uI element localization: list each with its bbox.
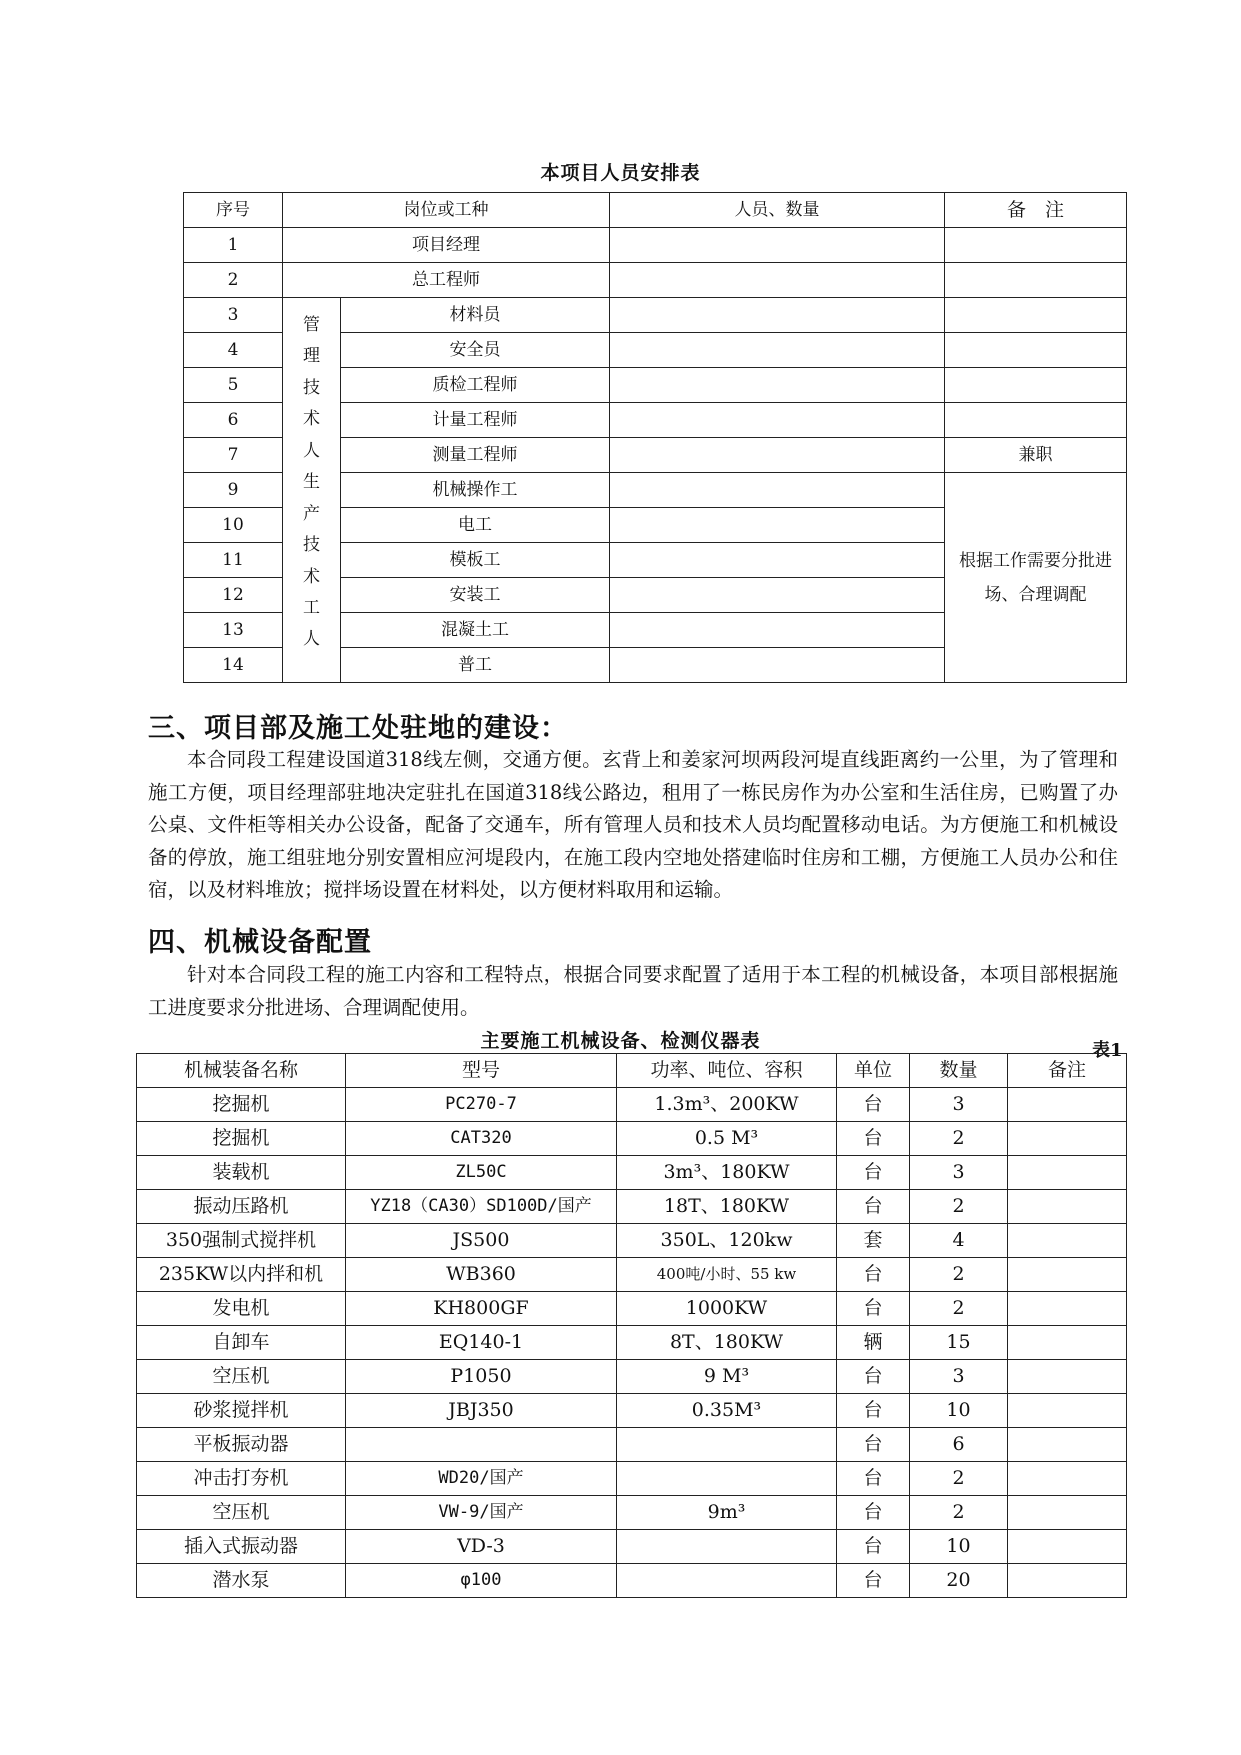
equipment-spec: 1.3m³、200KW — [617, 1088, 837, 1122]
equipment-spec — [617, 1530, 837, 1564]
equipment-model: WB360 — [346, 1258, 617, 1292]
group-production-label: 生 产 技 术 工 人 — [303, 472, 320, 650]
equipment-qty: 4 — [910, 1224, 1008, 1258]
equipment-name: 插入式振动器 — [137, 1530, 346, 1564]
equipment-name: 振动压路机 — [137, 1190, 346, 1224]
staff-count — [610, 228, 945, 263]
table-row — [184, 263, 1127, 298]
staff-role: 计量工程师 — [341, 403, 610, 438]
staff-note — [945, 228, 1127, 263]
equipment-spec — [617, 1428, 837, 1462]
equipment-name: 冲击打夯机 — [137, 1462, 346, 1496]
staff-note: 兼职 — [945, 438, 1127, 473]
equipment-qty: 2 — [910, 1190, 1008, 1224]
equipment-qty: 2 — [910, 1292, 1008, 1326]
equipment-note — [1008, 1122, 1127, 1156]
equipment-qty: 10 — [910, 1530, 1008, 1564]
table-row — [137, 1326, 1127, 1360]
equipment-name: 潜水泵 — [137, 1564, 346, 1598]
table-row — [137, 1190, 1127, 1224]
equipment-name: 平板振动器 — [137, 1428, 346, 1462]
equipment-unit: 台 — [837, 1496, 910, 1530]
table-row — [137, 1156, 1127, 1190]
staff-no: 12 — [184, 578, 283, 613]
table-row — [137, 1496, 1127, 1530]
staff-merged-note: 根据工作需要分批进场、合理调配 — [945, 473, 1127, 683]
staff-role: 测量工程师 — [341, 438, 610, 473]
equipment-spec: 1000KW — [617, 1292, 837, 1326]
equipment-model: KH800GF — [346, 1292, 617, 1326]
equipment-header: 功率、吨位、容积 — [617, 1054, 837, 1088]
equipment-name: 装载机 — [137, 1156, 346, 1190]
equipment-unit: 台 — [837, 1156, 910, 1190]
table-row — [137, 1394, 1127, 1428]
equipment-note — [1008, 1496, 1127, 1530]
equipment-header: 机械装备名称 — [137, 1054, 346, 1088]
staff-role: 机械操作工 — [341, 473, 610, 508]
staff-count — [610, 298, 945, 333]
equipment-model: VD-3 — [346, 1530, 617, 1564]
table-row — [137, 1360, 1127, 1394]
equipment-qty: 20 — [910, 1564, 1008, 1598]
staff-no: 10 — [184, 508, 283, 543]
equipment-note — [1008, 1088, 1127, 1122]
equipment-note — [1008, 1258, 1127, 1292]
equipment-unit: 台 — [837, 1564, 910, 1598]
equipment-model: JS500 — [346, 1224, 617, 1258]
table-row — [137, 1224, 1127, 1258]
equipment-note — [1008, 1360, 1127, 1394]
equipment-unit: 套 — [837, 1224, 910, 1258]
staff-no: 14 — [184, 648, 283, 683]
staff-header: 岗位或工种 — [283, 193, 610, 228]
equipment-model: WD20/国产 — [346, 1462, 617, 1496]
staff-count — [610, 613, 945, 648]
equipment-qty: 2 — [910, 1496, 1008, 1530]
equipment-name: 挖掘机 — [137, 1088, 346, 1122]
staff-role: 总工程师 — [283, 263, 610, 298]
equipment-unit: 台 — [837, 1530, 910, 1564]
staff-header: 序号 — [184, 193, 283, 228]
staff-role: 模板工 — [341, 543, 610, 578]
staff-role: 电工 — [341, 508, 610, 543]
equipment-note — [1008, 1326, 1127, 1360]
equipment-unit: 辆 — [837, 1326, 910, 1360]
staff-header: 人员、数量 — [610, 193, 945, 228]
staff-no: 2 — [184, 263, 283, 298]
table-row — [137, 1462, 1127, 1496]
equipment-model: CAT320 — [346, 1122, 617, 1156]
equipment-model: P1050 — [346, 1360, 617, 1394]
equipment-table — [136, 1053, 1127, 1598]
equipment-name: 350强制式搅拌机 — [137, 1224, 346, 1258]
equipment-table-title: 主要施工机械设备、检测仪器表 — [480, 1030, 761, 1052]
equipment-spec: 18T、180KW — [617, 1190, 837, 1224]
equipment-spec: 9m³ — [617, 1496, 837, 1530]
equipment-header: 型号 — [346, 1054, 617, 1088]
staff-count — [610, 438, 945, 473]
table-row — [137, 1122, 1127, 1156]
staff-count — [610, 368, 945, 403]
staff-no: 11 — [184, 543, 283, 578]
table-row — [137, 1292, 1127, 1326]
equipment-spec: 0.35M³ — [617, 1394, 837, 1428]
equipment-model: JBJ350 — [346, 1394, 617, 1428]
staff-note — [945, 333, 1127, 368]
equipment-model: VW-9/国产 — [346, 1496, 617, 1530]
equipment-note — [1008, 1462, 1127, 1496]
equipment-model: PC270-7 — [346, 1088, 617, 1122]
equipment-header: 数量 — [910, 1054, 1008, 1088]
equipment-spec: 350L、120kw — [617, 1224, 837, 1258]
equipment-name: 空压机 — [137, 1360, 346, 1394]
staff-count — [610, 578, 945, 613]
equipment-qty: 15 — [910, 1326, 1008, 1360]
equipment-spec: 8T、180KW — [617, 1326, 837, 1360]
staff-no: 7 — [184, 438, 283, 473]
staff-header: 备 注 — [945, 193, 1127, 228]
equipment-qty: 3 — [910, 1360, 1008, 1394]
equipment-unit: 台 — [837, 1190, 910, 1224]
staff-count — [610, 263, 945, 298]
section4-paragraph: 针对本合同段工程的施工内容和工程特点，根据合同要求配置了适用于本工程的机械设备，本项目部根据施工进度要求分批进场、合理调配使用。 — [148, 963, 1118, 1019]
staff-table — [183, 192, 1127, 683]
staff-no: 6 — [184, 403, 283, 438]
equipment-header: 备注 — [1008, 1054, 1127, 1088]
staff-no: 13 — [184, 613, 283, 648]
equipment-qty: 2 — [910, 1258, 1008, 1292]
group-management-label: 管 理 技 术 人 — [303, 315, 320, 461]
equipment-spec: 9 M³ — [617, 1360, 837, 1394]
staff-count — [610, 543, 945, 578]
equipment-unit: 台 — [837, 1394, 910, 1428]
equipment-note — [1008, 1530, 1127, 1564]
staff-no: 1 — [184, 228, 283, 263]
equipment-header: 单位 — [837, 1054, 910, 1088]
staff-no: 3 — [184, 298, 283, 333]
table-row — [137, 1530, 1127, 1564]
table-row — [184, 228, 1127, 263]
staff-table-title: 本项目人员安排表 — [540, 162, 701, 184]
equipment-name: 空压机 — [137, 1496, 346, 1530]
staff-count — [610, 333, 945, 368]
equipment-name: 发电机 — [137, 1292, 346, 1326]
staff-no: 4 — [184, 333, 283, 368]
equipment-spec — [617, 1564, 837, 1598]
equipment-spec: 400吨/小时、55 kw — [617, 1258, 837, 1292]
staff-count — [610, 473, 945, 508]
equipment-note — [1008, 1190, 1127, 1224]
equipment-unit: 台 — [837, 1360, 910, 1394]
table-row — [137, 1428, 1127, 1462]
staff-note — [945, 403, 1127, 438]
staff-note — [945, 263, 1127, 298]
staff-count — [610, 648, 945, 683]
equipment-note — [1008, 1292, 1127, 1326]
equipment-unit: 台 — [837, 1088, 910, 1122]
equipment-model: φ100 — [346, 1564, 617, 1598]
equipment-name: 自卸车 — [137, 1326, 346, 1360]
equipment-note — [1008, 1156, 1127, 1190]
section3-heading: 三、项目部及施工处驻地的建设： — [148, 713, 568, 744]
equipment-name: 砂浆搅拌机 — [137, 1394, 346, 1428]
equipment-model: EQ140-1 — [346, 1326, 617, 1360]
equipment-spec: 0.5 M³ — [617, 1122, 837, 1156]
equipment-note — [1008, 1224, 1127, 1258]
equipment-qty: 2 — [910, 1122, 1008, 1156]
equipment-note — [1008, 1394, 1127, 1428]
equipment-qty: 2 — [910, 1462, 1008, 1496]
equipment-table-number: 表1 — [1092, 1040, 1123, 1061]
staff-count — [610, 508, 945, 543]
equipment-header-row — [137, 1054, 1127, 1088]
equipment-unit: 台 — [837, 1462, 910, 1496]
staff-header-row — [184, 193, 1127, 228]
equipment-note — [1008, 1564, 1127, 1598]
equipment-spec — [617, 1462, 837, 1496]
equipment-model: ZL50C — [346, 1156, 617, 1190]
equipment-spec: 3m³、180KW — [617, 1156, 837, 1190]
equipment-unit: 台 — [837, 1292, 910, 1326]
section3-paragraph: 本合同段工程建设国道318线左侧，交通方便。玄背上和姜家河坝两段河堤直线距离约一公里，为了管理和施工方便，项目经理部驻地决定驻扎在国道318线公路边，租用了一栋民房作为办公室和生活住房，已购置了办公桌、文件柜等相关办公设备，配备了交通车，所有管理人员和技术人员均配置移动电话。为方便施工和机械设备的停放，施工组驻地分别安置相应河堤段内，在施工段内空地处搭建临时住房和工棚，方便施工人员办公和住宿，以及材料堆放；搅拌场设置在材料处，以方便材料取用和运输。 — [148, 748, 1118, 901]
equipment-note — [1008, 1428, 1127, 1462]
table-row — [137, 1564, 1127, 1598]
staff-no: 9 — [184, 473, 283, 508]
staff-note — [945, 368, 1127, 403]
staff-role: 安装工 — [341, 578, 610, 613]
staff-count — [610, 403, 945, 438]
equipment-unit: 台 — [837, 1258, 910, 1292]
table-row — [184, 298, 1127, 333]
equipment-unit: 台 — [837, 1428, 910, 1462]
equipment-qty: 6 — [910, 1428, 1008, 1462]
staff-role: 项目经理 — [283, 228, 610, 263]
equipment-unit: 台 — [837, 1122, 910, 1156]
staff-role: 混凝土工 — [341, 613, 610, 648]
staff-role: 普工 — [341, 648, 610, 683]
equipment-name: 挖掘机 — [137, 1122, 346, 1156]
equipment-qty: 3 — [910, 1088, 1008, 1122]
staff-role: 质检工程师 — [341, 368, 610, 403]
staff-note — [945, 298, 1127, 333]
equipment-qty: 10 — [910, 1394, 1008, 1428]
equipment-model: YZ18（CA30）SD100D/国产 — [346, 1190, 617, 1224]
staff-no: 5 — [184, 368, 283, 403]
table-row — [137, 1258, 1127, 1292]
staff-role: 材料员 — [341, 298, 610, 333]
equipment-qty: 3 — [910, 1156, 1008, 1190]
equipment-model — [346, 1428, 617, 1462]
table-row — [137, 1088, 1127, 1122]
section4-heading: 四、机械设备配置 — [148, 927, 372, 958]
staff-role: 安全员 — [341, 333, 610, 368]
equipment-name: 235KW以内拌和机 — [137, 1258, 346, 1292]
staff-group-label — [283, 298, 341, 683]
